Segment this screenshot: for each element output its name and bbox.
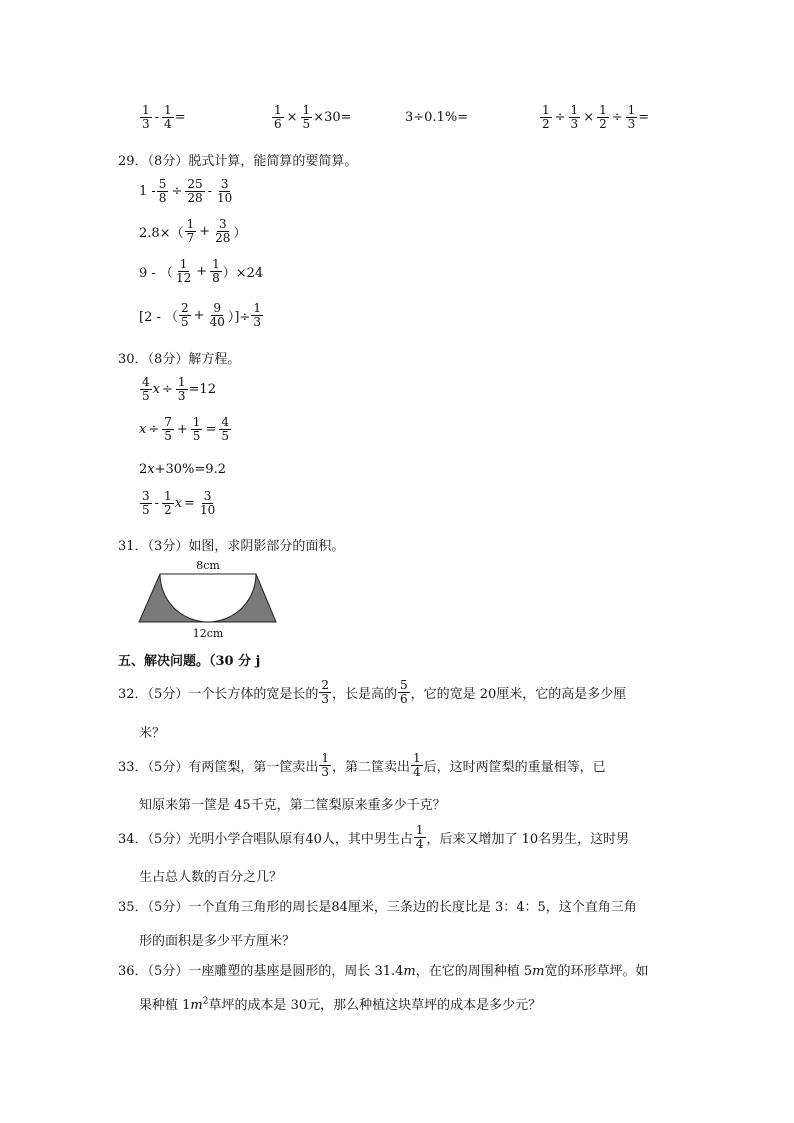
top-length-label: 8cm — [196, 559, 220, 572]
fraction: $\frac{1}{5}$ — [192, 415, 201, 443]
question-29-title: 29．（8分）脱式计算，能简算的要简算。 — [118, 154, 358, 169]
q29-expression-2: 2.8×（ $\frac{1}{7}$ + $\frac{3}{28}$ ） — [139, 217, 247, 245]
question-31-title: 31．（3分）如图，求阴影部分的面积。 — [118, 539, 345, 554]
bottom-length-label: 12cm — [192, 627, 224, 640]
fraction: $\frac{3}{10}$ — [217, 177, 233, 205]
fraction: $\frac{1}{3}$ — [142, 103, 150, 131]
question-33: 33．（5分）有两筐梨，第一筐卖出 $\frac{1}{3}$ ，第二筐卖出 $\frac{1}{4}$ 后，这时两筐梨的重量相等，已 — [118, 751, 606, 779]
fraction: $\frac{3}{5}$ — [142, 489, 150, 517]
question-35-continued: 形的面积是多少平方厘米？ — [139, 934, 296, 949]
fraction: $\frac{1}{2}$ — [164, 489, 172, 517]
question-30-title: 30．（8分）解方程。 — [118, 352, 241, 367]
trapezoid-figure — [138, 558, 278, 642]
trapezoid-semicircle-diagram — [138, 558, 278, 642]
fraction: $\frac{4}{5}$ — [142, 375, 150, 403]
fraction: $\frac{1}{5}$ — [302, 103, 311, 131]
section-5-heading: 五、解决问题。（30 分 j — [118, 654, 261, 669]
q30-equation-4: $\frac{3}{5}$ - $\frac{1}{2}$ x = $\frac{3}{10}$ — [142, 489, 216, 517]
fraction: $\frac{9}{40}$ — [209, 301, 225, 329]
fraction: $\frac{1}{4}$ — [164, 103, 172, 131]
fraction: $\frac{1}{3}$ — [627, 103, 636, 131]
fraction: $\frac{2}{5}$ — [181, 301, 189, 329]
fraction: $\frac{1}{2}$ — [542, 103, 550, 131]
fraction: $\frac{1}{7}$ — [186, 217, 195, 245]
fraction: $\frac{3}{28}$ — [215, 217, 231, 245]
question-34-continued: 生占总人数的百分之几？ — [139, 870, 283, 885]
question-34: 34．（5分）光明小学合唱队原有40人，其中男生占 $\frac{1}{4}$ ，后来又增加了 10名男生，这时男 — [118, 823, 630, 851]
question-35: 35．（5分）一个直角三角形的周长是84厘米，三条边的长度比是 3：4：5，这个直角三角 — [118, 900, 637, 915]
fraction: $\frac{1}{3}$ — [253, 301, 261, 329]
q29-expression-4: [2 - （ $\frac{2}{5}$ + $\frac{9}{40}$ ）]÷ $\frac{1}{3}$ — [139, 301, 261, 329]
fraction: $\frac{1}{3}$ — [177, 375, 186, 403]
fraction: $\frac{1}{2}$ — [599, 103, 607, 131]
fraction: $\frac{4}{5}$ — [221, 415, 229, 443]
fraction: $\frac{1}{8}$ — [212, 257, 220, 285]
q29-expression-3: 9 - （ $\frac{1}{12}$ + $\frac{1}{8}$ ）×24 — [139, 257, 264, 285]
q30-equation-2: x ÷ $\frac{7}{5}$ + $\frac{1}{5}$ = $\frac{4}{5}$ — [139, 415, 229, 443]
fraction: $\frac{3}{10}$ — [199, 489, 216, 517]
fraction: $\frac{1}{4}$ — [415, 823, 424, 851]
fraction: $\frac{2}{3}$ — [321, 678, 329, 706]
q30-equation-3: 2 x +30%=9.2 — [139, 462, 226, 477]
calc-1-6-times-1-5: $\frac{1}{6}$ × $\frac{1}{5}$ ×30= — [274, 103, 352, 131]
calc-1-3-minus-1-4: $\frac{1}{3}$ - $\frac{1}{4}$ = — [142, 103, 186, 131]
question-32: 32．（5分）一个长方体的宽是长的 $\frac{2}{3}$ ，长是高的 $\frac{5}{6}$ ，它的宽是 20厘米，它的高是多少厘 — [118, 678, 627, 706]
fraction: $\frac{1}{3}$ — [570, 103, 579, 131]
fraction: $\frac{5}{6}$ — [399, 678, 408, 706]
q30-equation-1: $\frac{4}{5}$ x ÷ $\frac{1}{3}$ =12 — [142, 375, 216, 403]
fraction: $\frac{25}{28}$ — [187, 177, 203, 205]
calc-fraction-chain: $\frac{1}{2}$ ÷ $\frac{1}{3}$ × $\frac{1}{2}$ ÷ $\frac{1}{3}$ = — [542, 103, 650, 131]
fraction: $\frac{1}{6}$ — [274, 103, 282, 131]
fraction: $\frac{1}{3}$ — [321, 751, 329, 779]
fraction: $\frac{7}{5}$ — [164, 415, 172, 443]
question-36-continued: 果种植 $1m^2$草坪的成本是 30元，那么种植这块草坪的成本是多少元？ — [139, 996, 542, 1013]
fraction: $\frac{1}{12}$ — [175, 257, 192, 285]
fraction: $\frac{1}{4}$ — [412, 751, 421, 779]
calc-3-div-percent: 3÷0.1%= — [405, 110, 469, 125]
question-32-continued: 米？ — [139, 726, 166, 741]
fraction: $\frac{5}{8}$ — [158, 177, 167, 205]
q29-expression-1: 1 - $\frac{5}{8}$ ÷ $\frac{25}{28}$ - $\frac{3}{10}$ — [139, 177, 233, 205]
question-33-continued: 知原来第一筐是 45千克，第二筐梨原来重多少千克？ — [139, 798, 446, 813]
question-36: 36．（5分）一座雕塑的基座是圆形的，周长 31.4m，在它的周围种植 5m宽的环形草坪。如 — [118, 964, 649, 979]
